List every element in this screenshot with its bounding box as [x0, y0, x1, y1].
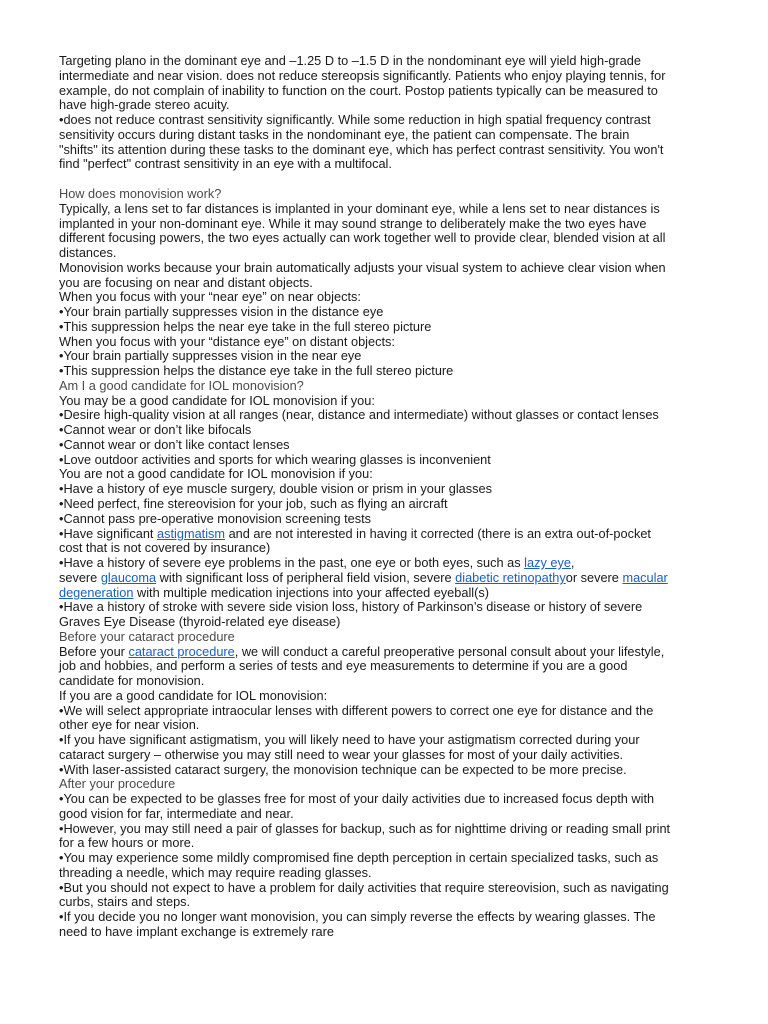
text-line [59, 703, 653, 718]
text-line [59, 348, 361, 363]
text-segment: "shifts" its attention during these tasks to the dominant eye, which has perfect contrast sensitivity. You won't [59, 142, 664, 157]
text-segment: •This suppression helps the near eye take in the full stereo picture [59, 319, 432, 334]
text-segment: for a few hours or more. [59, 835, 195, 850]
text-line [59, 245, 116, 260]
text-line [59, 466, 373, 481]
text-line [59, 452, 491, 467]
text-line [59, 260, 666, 275]
text-line [59, 821, 670, 836]
text-segment: , [570, 555, 575, 570]
text-segment: severe [59, 570, 101, 585]
text-segment: Monovision works because your brain automatically adjusts your visual system to achieve clear vision when [59, 260, 666, 275]
text-line [59, 762, 627, 777]
text-segment: implanted in your non-dominant eye. While it may sound strange to deliberately make the two eyes have [59, 216, 647, 231]
text-segment: Graves Eye Disease (thyroid-related eye disease) [59, 614, 341, 629]
text-line [59, 422, 251, 437]
text-line [59, 585, 489, 600]
text-segment: •Have a history of stroke with severe side vision loss, history of Parkinson’s disease or history of severe [59, 599, 643, 614]
text-segment: •Need perfect, fine stereovision for your job, such as flying an aircraft [59, 496, 448, 511]
text-segment: •You can be expected to be glasses free for most of your daily activities due to increased focus depth with [59, 791, 655, 806]
text-segment: •Cannot wear or don’t like bifocals [59, 422, 252, 437]
text-segment: •Your brain partially suppresses vision in the near eye [59, 348, 362, 363]
text-line [59, 334, 395, 349]
text-line [59, 142, 663, 157]
section-heading [59, 186, 221, 201]
text-line [59, 97, 230, 112]
text-line [59, 68, 665, 83]
text-segment: •This suppression helps the distance eye take in the full stereo picture [59, 363, 454, 378]
text-line [59, 319, 431, 334]
text-segment: •Have a history of severe eye problems in the past, one eye or both eyes, such as [59, 555, 525, 570]
text-line [59, 570, 668, 585]
text-line [59, 127, 629, 142]
text-line [59, 363, 453, 378]
text-segment: other eye for near vision. [59, 717, 200, 732]
text-segment: If you are a good candidate for IOL monovision: [59, 688, 328, 703]
text-segment: Targeting plano in the dominant eye and –1.25 D to –1.5 D in the nondominant eye will yield high-grade [59, 53, 641, 68]
text-segment: Before your [59, 644, 129, 659]
text-segment: with significant loss of peripheral field vision, severe [156, 570, 456, 585]
text-line [59, 201, 660, 216]
text-segment: intermediate and near vision. does not reduce stereopsis significantly. Patients who enjoy playing tennis, for [59, 68, 666, 83]
text-line [59, 407, 659, 422]
text-segment: •If you decide you no longer want monovision, you can simply reverse the effects by wearing glasses. The [59, 909, 656, 924]
text-segment: distances. [59, 245, 117, 260]
link-diabetic-retinopathy[interactable]: diabetic retinopathy [455, 570, 566, 585]
text-line [59, 540, 270, 555]
text-line [59, 555, 574, 570]
text-segment: need to have implant exchange is extremely rare [59, 924, 334, 939]
text-segment: •Your brain partially suppresses vision in the distance eye [59, 304, 384, 319]
text-segment: good vision for far, intermediate and near. [59, 806, 294, 821]
text-segment: •We will select appropriate intraocular lenses with different powers to correct one eye for distance and the [59, 703, 654, 718]
text-line [59, 496, 448, 511]
section-heading [59, 629, 235, 644]
text-segment: sensitivity occurs during distant tasks in the nondominant eye, the patient can compensate. The brain [59, 127, 630, 142]
text-segment: •However, you may still need a pair of glasses for backup, such as for nighttime driving or reading small print [59, 821, 671, 836]
text-segment: different focusing powers, the two eyes actually can work together well to provide clear, blended vision at all [59, 230, 666, 245]
text-line [59, 393, 375, 408]
text-segment: Typically, a lens set to far distances is implanted in your dominant eye, while a lens set to near distances is [59, 201, 660, 216]
text-segment: •With laser-assisted cataract surgery, the monovision technique can be expected to be more precise. [59, 762, 627, 777]
text-segment: •Cannot wear or don’t like contact lenses [59, 437, 290, 452]
text-line [59, 156, 392, 171]
text-segment: •Have a history of eye muscle surgery, double vision or prism in your glasses [59, 481, 492, 496]
text-segment: When you focus with your “distance eye” on distant objects: [59, 334, 395, 349]
text-line [59, 850, 658, 865]
text-segment: You are not a good candidate for IOL monovision if you: [59, 466, 373, 481]
text-segment: Am I a good candidate for IOL monovision? [59, 378, 304, 393]
text-segment: have high-grade stereo acuity. [59, 97, 230, 112]
text-segment: Before your cataract procedure [59, 629, 235, 644]
text-segment: , we will conduct a careful preoperative personal consult about your lifestyle, [234, 644, 665, 659]
link-macular[interactable]: macular [622, 570, 668, 585]
text-line [59, 644, 664, 659]
text-segment: or severe [565, 570, 623, 585]
text-line [59, 437, 290, 452]
text-line [59, 481, 492, 496]
text-line [59, 894, 190, 909]
text-segment: candidate for monovision. [59, 673, 205, 688]
section-heading [59, 378, 304, 393]
text-segment: After your procedure [59, 776, 176, 791]
text-segment: with multiple medication injections into your affected eyeball(s) [133, 585, 489, 600]
text-segment: •Love outdoor activities and sports for which wearing glasses is inconvenient [59, 452, 491, 467]
text-segment: •Cannot pass pre-operative monovision screening tests [59, 511, 372, 526]
text-line [59, 880, 669, 895]
text-segment: How does monovision work? [59, 186, 222, 201]
link-astigmatism[interactable]: astigmatism [157, 526, 226, 541]
text-line [59, 747, 623, 762]
text-segment: find "perfect" contrast sensitivity in an eye with a multifocal. [59, 156, 392, 171]
text-segment: job and hobbies, and perform a series of tests and eye measurements to determine if you are a good [59, 658, 628, 673]
text-line [59, 673, 204, 688]
text-line [59, 275, 313, 290]
text-segment: curbs, stairs and steps. [59, 894, 191, 909]
text-line [59, 230, 665, 245]
text-line [59, 216, 647, 231]
text-line [59, 791, 654, 806]
text-line [59, 83, 658, 98]
text-segment: •does not reduce contrast sensitivity significantly. While some reduction in high spatial frequency contrast [59, 112, 651, 127]
text-segment: you are focusing on near and distant objects. [59, 275, 313, 290]
text-line [59, 688, 327, 703]
text-segment: When you focus with your “near eye” on near objects: [59, 289, 361, 304]
text-line [59, 53, 641, 68]
text-line [59, 599, 642, 614]
text-line [59, 835, 194, 850]
link-cataract-procedure[interactable]: cataract procedure [128, 644, 235, 659]
text-line [59, 614, 340, 629]
link-degeneration[interactable]: degeneration [59, 585, 134, 600]
text-line [59, 924, 334, 939]
text-segment: •You may experience some mildly compromised fine depth perception in certain specialized tasks, such as [59, 850, 659, 865]
text-segment: •But you should not expect to have a problem for daily activities that require stereovision, such as navigating [59, 880, 669, 895]
text-line [59, 289, 361, 304]
text-line [59, 112, 651, 127]
text-line [59, 511, 371, 526]
link-lazy-eye[interactable]: lazy eye [524, 555, 571, 570]
text-line [59, 806, 294, 821]
text-line [59, 865, 372, 880]
text-segment: threading a needle, which may require reading glasses. [59, 865, 372, 880]
text-line [59, 909, 655, 924]
section-heading [59, 776, 175, 791]
text-line [59, 304, 383, 319]
text-segment: You may be a good candidate for IOL monovision if you: [59, 393, 375, 408]
text-line [59, 658, 627, 673]
text-line [59, 526, 651, 541]
text-segment: •Have significant [59, 526, 158, 541]
text-segment: cataract surgery – otherwise you may still need to wear your glasses for most of your daily activities. [59, 747, 624, 762]
text-line [59, 717, 199, 732]
text-segment: •If you have significant astigmatism, you will likely need to have your astigmatism corrected during your [59, 732, 640, 747]
link-glaucoma[interactable]: glaucoma [100, 570, 157, 585]
text-segment: •Desire high-quality vision at all ranges (near, distance and intermediate) without glasses or contact lenses [59, 407, 659, 422]
text-segment: example, do not complain of inability to function on the court. Postop patients typically can be measured to [59, 83, 658, 98]
text-segment: and are not interested in having it corrected (there is an extra out-of-pocket [225, 526, 651, 541]
text-line [59, 732, 640, 747]
text-segment: cost that is not covered by insurance) [59, 540, 271, 555]
